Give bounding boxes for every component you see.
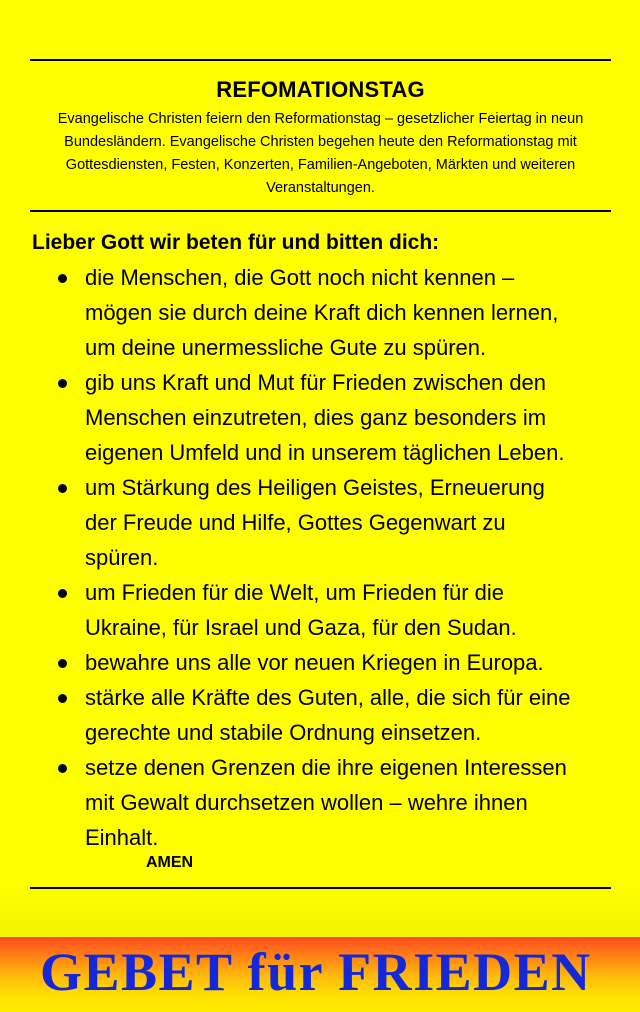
item-line: setze denen Grenzen die ihre eigenen Interessen (85, 755, 567, 780)
header-description (30, 108, 611, 200)
item-line: um Frieden für die Welt, um Frieden für die (85, 580, 504, 605)
top-divider (30, 59, 611, 61)
prayer-item (32, 750, 622, 855)
prayer-item (32, 680, 622, 750)
item-line: spüren. (85, 545, 159, 570)
item-line: Einhalt. (85, 825, 159, 850)
item-line: die Menschen, die Gott noch nicht kennen – (85, 265, 515, 290)
item-line: bewahre uns alle vor neuen Kriegen in Europa. (85, 650, 544, 675)
item-line: gerechte und stabile Ordnung einsetzen. (85, 720, 482, 745)
footer-banner (0, 937, 640, 1012)
prayer-item (32, 365, 622, 470)
prayer-item (32, 260, 622, 365)
prayer-item (32, 645, 622, 680)
prayer-item (32, 575, 622, 645)
item-line: gib uns Kraft und Mut für Frieden zwischen den (85, 370, 547, 395)
item-line: eigenen Umfeld und in unserem täglichen Leben. (85, 440, 565, 465)
description-line: Gottesdiensten, Festen, Konzerten, Familien-Angeboten, Märkten und weiteren (65, 157, 576, 173)
item-line: Menschen einzutreten, dies ganz besonders im (85, 405, 547, 430)
item-line: um Stärkung des Heiligen Geistes, Erneuerung (85, 475, 545, 500)
item-line: der Freude und Hilfe, Gottes Gegenwart zu (85, 510, 506, 535)
item-line: mit Gewalt durchsetzen wollen – wehre ihnen (85, 790, 528, 815)
bottom-divider (30, 887, 611, 889)
item-line: stärke alle Kräfte des Guten, alle, die sich für eine (85, 685, 571, 710)
description-line: Evangelische Christen feiern den Reformationstag – gesetzlicher Feiertag in neun (57, 111, 584, 127)
prayer-section (32, 226, 622, 855)
description-line: Bundesländern. Evangelische Christen begehen heute den Reformationstag mit (64, 134, 577, 150)
item-line: mögen sie durch deine Kraft dich kennen lernen, (85, 300, 559, 325)
item-line: Ukraine, für Israel und Gaza, für den Sudan. (85, 615, 517, 640)
prayer-intro: Lieber Gott wir beten für und bitten dich: (32, 231, 440, 254)
item-line: um deine unermessliche Gute zu spüren. (85, 335, 487, 360)
prayer-item (32, 470, 622, 575)
banner-title: GEBET für FRIEDEN (40, 942, 592, 1002)
description-line: Veranstaltungen. (266, 180, 375, 196)
prayer-list (32, 260, 622, 855)
page-title: REFOMATIONSTAG (216, 77, 425, 102)
amen-closing: AMEN (146, 854, 194, 871)
header-section (30, 72, 611, 200)
middle-divider (30, 210, 611, 212)
